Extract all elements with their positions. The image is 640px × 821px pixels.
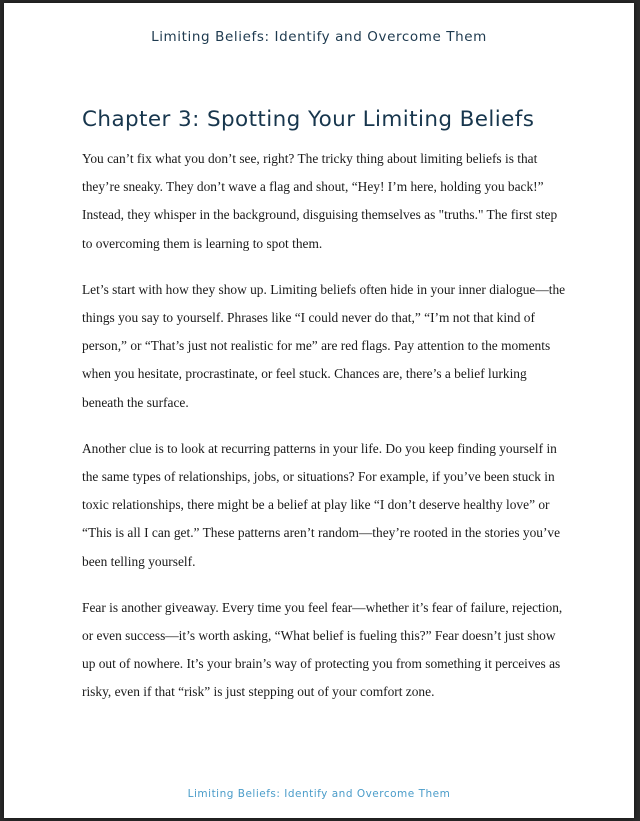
chapter-body — [82, 145, 567, 725]
paragraph-3: Another clue is to look at recurring patterns in your life. Do you keep finding yourself in the same types of relationships, jobs, or situations? For example, if you’ve been stuck in toxic relationships, there might be a belief at play like “I don’t deserve healthy love” or “This is all I can get.” These patterns aren’t random—they’re rooted in the stories you’ve been telling yourself. — [82, 440, 561, 569]
paragraph-1: You can’t fix what you don’t see, right? The tricky thing about limiting beliefs is that they’re sneaky. They don’t wave a flag and shout, “Hey! I’m here, holding you back!” Instead, they whisper in the background, disguising themselves as "truths." The first step to overcoming them is learning to spot them. — [82, 151, 558, 251]
paragraph-2: Let’s start with how they show up. Limiting beliefs often hide in your inner dialogue—the things you say to yourself. Phrases like “I could never do that,” “I’m not that kind of person,” or “That’s just not realistic for me” are red flags. Pay attention to the moments when you hesitate, procrastinate, or feel stuck. Chances are, there’s a belief lurking beneath the surface. — [82, 281, 566, 410]
document-page — [4, 3, 634, 818]
paragraph-4: Fear is another giveaway. Every time you feel fear—whether it’s fear of failure, rejection, or even success—it’s worth asking, “What belief is fueling this?” Fear doesn’t just show up out of nowhere. It’s your brain’s way of protecting you from something it perceives as risky, even if that “risk” is just stepping out of your comfort zone. — [82, 599, 563, 700]
running-header: Limiting Beliefs: Identify and Overcome Them — [151, 29, 487, 45]
running-footer: Limiting Beliefs: Identify and Overcome Them — [187, 788, 451, 800]
chapter-title: Chapter 3: Spotting Your Limiting Beliefs — [82, 107, 535, 132]
